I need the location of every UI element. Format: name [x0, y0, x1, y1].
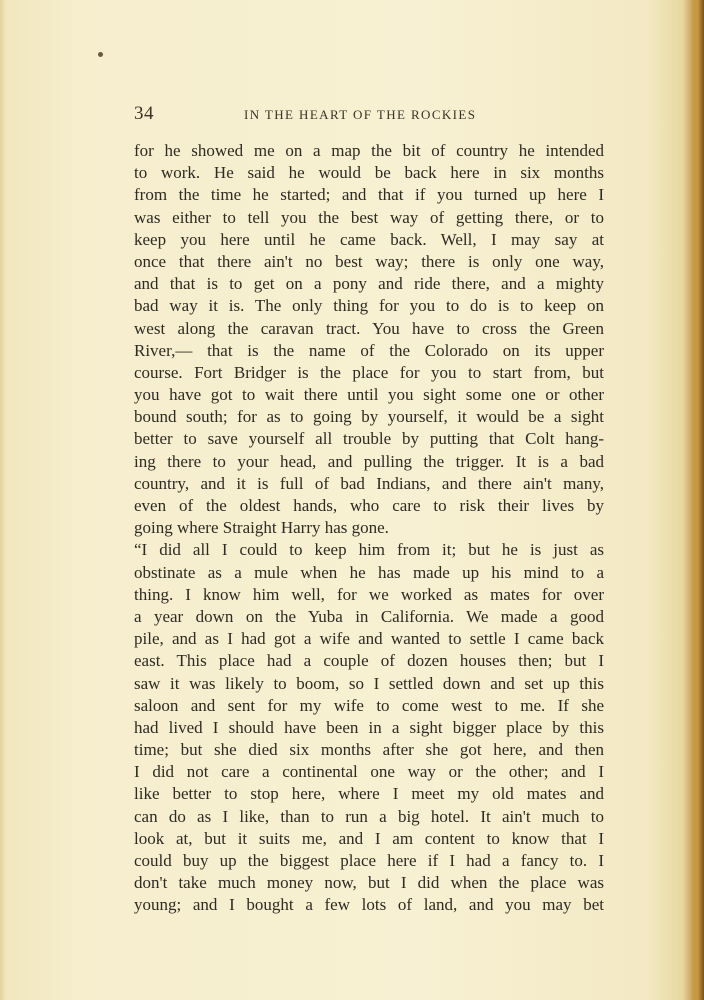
text-line: River,— that is the name of the Colorado on its upper [134, 340, 604, 360]
page-number: 34 [134, 103, 154, 124]
running-head: IN THE HEART OF THE ROCKIES [244, 107, 477, 122]
page-header [134, 103, 604, 127]
text-line: going where Straight Harry has gone. [134, 518, 389, 538]
text-line: obstinate as a mule when he has made up his mind to a [134, 562, 604, 582]
text-line: could buy up the biggest place here if I had a fancy to. I [134, 851, 604, 870]
text-line: east. This place had a couple of dozen houses then; but I [134, 651, 604, 671]
text-line: west along the caravan tract. You have to cross the Green [134, 318, 604, 338]
text-line: bad way it is. The only thing for you to do is to keep on [134, 296, 604, 316]
text-line: course. Fort Bridger is the place for you to start from, but [134, 362, 604, 382]
text-line: don't take much money now, but I did when the place was [134, 873, 604, 893]
text-line: country, and it is full of bad Indians, and there ain't many, [134, 473, 604, 493]
text-line: a year down on the Yuba in California. We made a good [134, 606, 604, 626]
text-line: bound south; for as to going by yourself, it would be a sight [134, 407, 604, 427]
text-line: to work. He said he would be back here in six months [134, 163, 604, 183]
text-line: was either to tell you the best way of getting there, or to [134, 207, 604, 227]
text-line: from the time he started; and that if you turned up here I [134, 185, 604, 205]
text-line: “I did all I could to keep him from it; but he is just as [134, 540, 604, 560]
page-right-edge [690, 0, 704, 1000]
text-line: thing. I know him well, for we worked as mates for over [134, 584, 604, 604]
text-line: keep you here until he came back. Well, I may say at [134, 229, 604, 249]
text-line: can do as I like, than to run a big hotel. It ain't much to [134, 806, 604, 826]
text-line: had lived I should have been in a sight bigger place by this [134, 717, 604, 737]
text-line: and that is to get on a pony and ride there, and a mighty [134, 274, 604, 294]
text-line: pile, and as I had got a wife and wanted to settle I came back [134, 629, 604, 649]
text-line: I did not care a continental one way or the other; and I [134, 762, 604, 782]
text-line: once that there ain't no best way; there is only one way, [134, 251, 604, 271]
body-text [134, 140, 604, 917]
text-line: ing there to your head, and pulling the trigger. It is a bad [134, 451, 604, 471]
text-line: young; and I bought a few lots of land, and you may bet [134, 895, 604, 915]
text-line: for he showed me on a map the bit of country he intended [134, 141, 604, 160]
text-line: look at, but it suits me, and I am content to know that I [134, 828, 604, 848]
text-line: even of the oldest hands, who care to risk their lives by [134, 496, 604, 515]
text-line: you have got to wait there until you sight some one or other [134, 385, 604, 405]
text-line: saw it was likely to boom, so I settled down and set up this [134, 673, 604, 693]
text-line: better to save yourself all trouble by putting that Colt hang- [134, 429, 604, 449]
page-left-edge [0, 0, 6, 1000]
ink-speck [98, 52, 103, 57]
text-line: time; but she died six months after she got here, and then [134, 740, 604, 760]
text-line: like better to stop here, where I meet my old mates and [134, 784, 604, 804]
text-line: saloon and sent for my wife to come west to me. If she [134, 695, 604, 715]
